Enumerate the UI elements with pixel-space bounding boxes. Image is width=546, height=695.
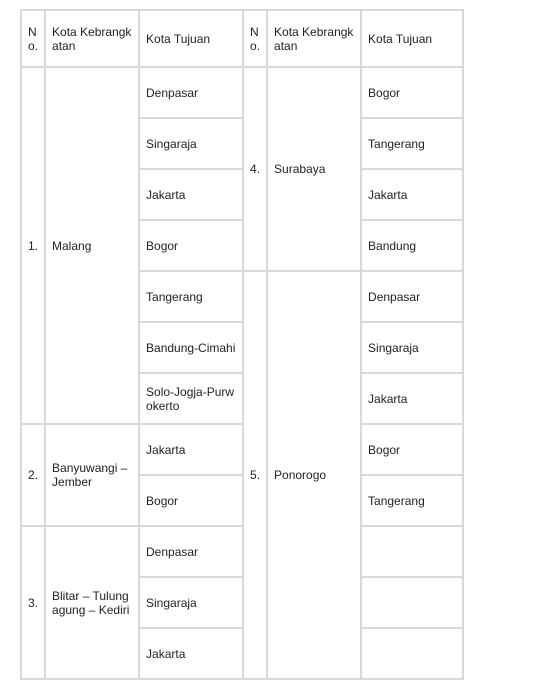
route-number: 1. xyxy=(22,68,44,423)
destination-city: Bogor xyxy=(140,221,242,270)
route-number: 3. xyxy=(22,527,44,678)
destination-city xyxy=(362,527,462,576)
table-row xyxy=(22,527,462,576)
destination-city xyxy=(362,629,462,678)
destination-city: Denpasar xyxy=(140,68,242,117)
header-origin-right: Kota Kebrangkatan xyxy=(268,11,360,66)
header-row xyxy=(22,11,462,66)
header-no-left: No. xyxy=(22,11,44,66)
destination-city: Bogor xyxy=(140,476,242,525)
destination-city: Jakarta xyxy=(140,629,242,678)
destination-city: Denpasar xyxy=(140,527,242,576)
destination-city: Tangerang xyxy=(362,476,462,525)
destination-city: Jakarta xyxy=(362,170,462,219)
route-table xyxy=(20,9,464,680)
destination-city: Bogor xyxy=(362,68,462,117)
destination-city: Jakarta xyxy=(362,374,462,423)
destination-city: Jakarta xyxy=(140,425,242,474)
destination-city: Tangerang xyxy=(140,272,242,321)
table-row xyxy=(22,425,462,474)
destination-city: Denpasar xyxy=(362,272,462,321)
header-destination-left: Kota Tujuan xyxy=(140,11,242,66)
destination-city: Tangerang xyxy=(362,119,462,168)
route-number: 5. xyxy=(244,272,266,678)
origin-city: Banyuwangi – Jember xyxy=(46,425,138,525)
destination-city: Singaraja xyxy=(362,323,462,372)
route-number: 2. xyxy=(22,425,44,525)
origin-city: Ponorogo xyxy=(268,272,360,678)
origin-city: Surabaya xyxy=(268,68,360,270)
destination-city: Jakarta xyxy=(140,170,242,219)
destination-city xyxy=(362,578,462,627)
destination-city: Singaraja xyxy=(140,119,242,168)
route-number: 4. xyxy=(244,68,266,270)
origin-city: Malang xyxy=(46,68,138,423)
destination-city: Singaraja xyxy=(140,578,242,627)
header-origin-left: Kota Kebrangkatan xyxy=(46,11,138,66)
destination-city: Bandung xyxy=(362,221,462,270)
table-row xyxy=(22,68,462,117)
destination-city: Bandung-Cimahi xyxy=(140,323,242,372)
destination-city: Bogor xyxy=(362,425,462,474)
origin-city: Blitar – Tulungagung – Kediri xyxy=(46,527,138,678)
header-destination-right: Kota Tujuan xyxy=(362,11,462,66)
destination-city: Solo-Jogja-Purwokerto xyxy=(140,374,242,423)
header-no-right: No. xyxy=(244,11,266,66)
